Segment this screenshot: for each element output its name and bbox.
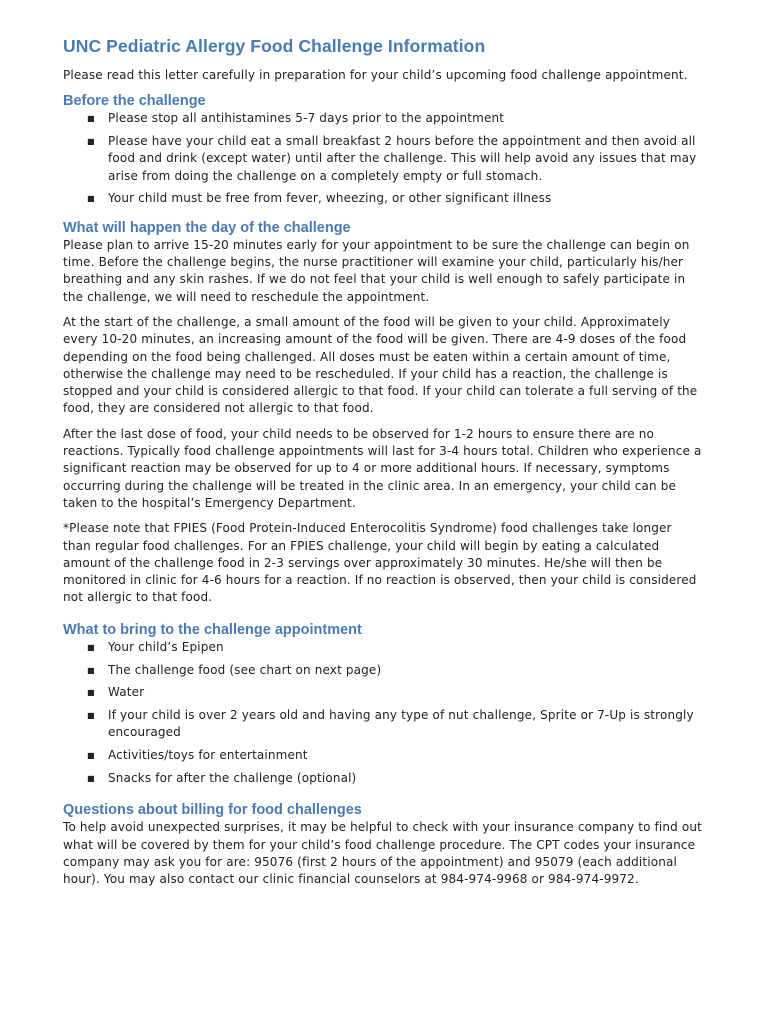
list-item-text: Your child’s Epipen <box>108 639 224 654</box>
billing-heading: Questions about billing for food challenges <box>63 802 362 819</box>
list-item <box>63 684 703 701</box>
square-bullet-icon: ■ <box>87 774 95 783</box>
before-challenge-list <box>63 110 703 207</box>
square-bullet-icon: ■ <box>87 751 95 761</box>
list-item <box>63 662 703 679</box>
billing-section <box>63 801 703 888</box>
list-item-text: Please stop all antihistamines 5-7 days prior to the appointment <box>108 111 505 126</box>
square-bullet-icon: ■ <box>87 688 95 698</box>
list-item <box>63 770 703 787</box>
list-item-text: Water <box>108 685 145 700</box>
paragraph: At the start of the challenge, a small amount of the food will be given to your child. Approximately every 10-20 minutes, an increasing amount of the food will be given. There are 4-9 doses of the food depending on the food being challenged. All doses must be eaten within a certain amount of time, otherwise the challenge may need to be rescheduled. If your child has a reaction, the challenge is stopped and your child is considered allergic to that food. If your child can tolerate a full serving of the food, they are considered not allergic to that food. <box>63 314 698 416</box>
what-to-bring-heading: What to bring to the challenge appointment <box>63 621 362 638</box>
list-item <box>63 110 703 127</box>
square-bullet-icon: ■ <box>87 194 95 204</box>
paragraph: Please plan to arrive 15-20 minutes early for your appointment to be sure the challenge can begin on time. Before the challenge begins, the nurse practitioner will examine your child, particularly his/her breathing and any skin rashes. If we do not feel that your child is well enough to safely participate in the challenge, we will need to reschedule the appointment. <box>63 237 690 304</box>
page-title: UNC Pediatric Allergy Food Challenge Information <box>63 36 486 56</box>
challenge-day-heading: What will happen the day of the challenge <box>63 219 351 236</box>
list-item <box>63 747 703 764</box>
square-bullet-icon: ■ <box>87 114 95 124</box>
before-challenge-heading: Before the challenge <box>63 93 206 110</box>
list-item-text: If your child is over 2 years old and having any type of nut challenge, Sprite or 7-Up is strongly encouraged <box>108 708 694 740</box>
before-challenge-section <box>63 92 703 207</box>
what-to-bring-list <box>63 639 703 788</box>
challenge-day-section <box>63 219 703 607</box>
square-bullet-icon: ■ <box>87 711 95 721</box>
what-to-bring-section <box>63 621 703 788</box>
list-item-text: Your child must be free from fever, wheezing, or other significant illness <box>108 191 552 206</box>
list-item-text: The challenge food (see chart on next page) <box>108 662 382 677</box>
list-item-text: Activities/toys for entertainment <box>108 748 308 763</box>
list-item <box>63 707 703 742</box>
list-item-text: Snacks for after the challenge (optional) <box>108 771 357 785</box>
intro-paragraph: Please read this letter carefully in preparation for your child’s upcoming food challenge appointment. <box>63 68 688 82</box>
paragraph: *Please note that FPIES (Food Protein-Induced Enterocolitis Syndrome) food challenges take longer than regular food challenges. For an FPIES challenge, your child will begin by eating a calculated amount of the challenge food in 2-3 servings over approximately 30 minutes. He/she will then be monitored in clinic for 4-6 hours for a reaction. If no reaction is observed, then your child is considered not allergic to that food. <box>63 521 697 605</box>
billing-paragraph: To help avoid unexpected surprises, it may be helpful to check with your insurance company to find out what will be covered by them for your child’s food challenge procedure. The CPT codes your insurance company may ask you for are: 95076 (first 2 hours of the appointment) and 95079 (each additional hour). You may also contact our clinic financial counselors at 984-974-9968 or 984-974-9972. <box>63 820 702 887</box>
list-item <box>63 639 703 656</box>
list-item-text: Please have your child eat a small breakfast 2 hours before the appointment and then avoid all food and drink (except water) until after the challenge. This will help avoid any issues that may arise from doing the challenge on a completely empty or full stomach. <box>108 134 697 183</box>
list-item <box>63 133 703 185</box>
square-bullet-icon: ■ <box>87 665 95 675</box>
square-bullet-icon: ■ <box>87 642 95 652</box>
document-page <box>63 36 703 888</box>
square-bullet-icon: ■ <box>87 137 95 147</box>
paragraph: After the last dose of food, your child needs to be observed for 1-2 hours to ensure there are no reactions. Typically food challenge appointments will last for 3-4 hours total. Children who experience a significant reaction may be observed for up to 4 or more additional hours. If necessary, symptoms occurring during the challenge will be treated in the clinic area. In an emergency, your child can be taken to the hospital’s Emergency Department. <box>63 426 702 510</box>
list-item <box>63 190 703 207</box>
